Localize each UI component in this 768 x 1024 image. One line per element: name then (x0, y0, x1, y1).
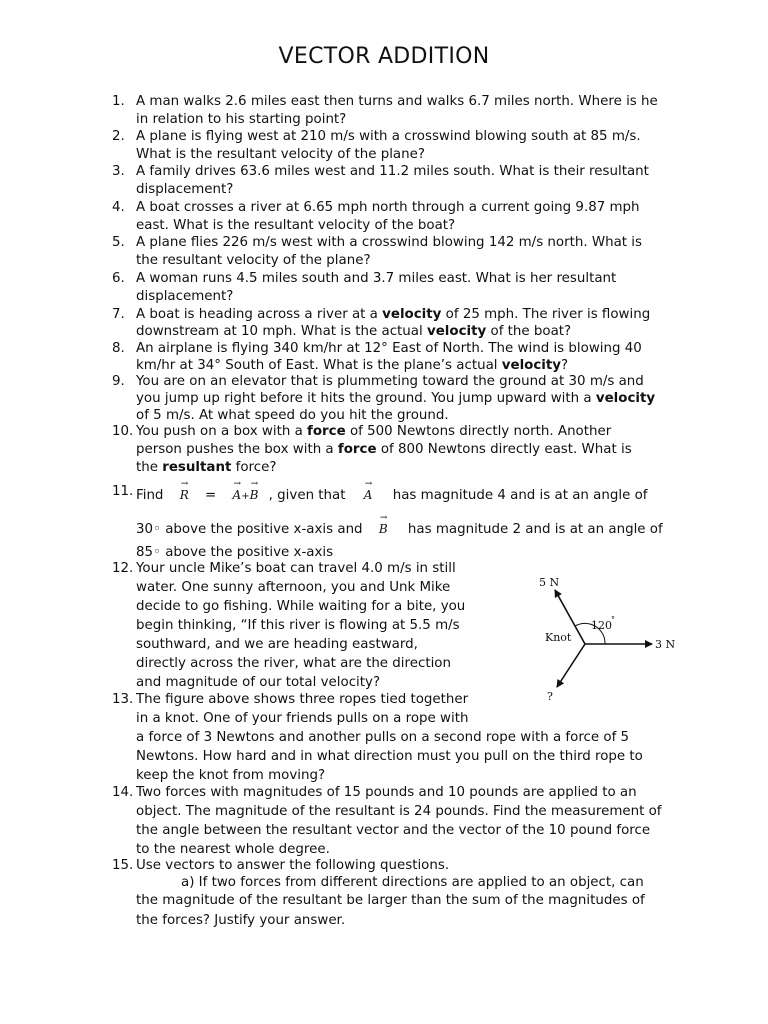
vector-b: → B (250, 483, 259, 505)
vector-b: → B (379, 517, 388, 539)
question-text: A man walks 2.6 miles east then turns and walks 6.7 miles north. Where is he (136, 94, 658, 109)
question-number: 13. (112, 692, 134, 707)
label-unknown: ? (547, 690, 553, 703)
question-text: 85◦ above the positive x-axis (136, 545, 334, 560)
emphasis-velocity: velocity (501, 358, 562, 373)
question-text: of 5 m/s. At what speed do you hit the ground. (136, 408, 449, 423)
label-angle: 120 (591, 619, 612, 632)
emphasis-velocity: velocity (382, 307, 442, 322)
force-unknown-arrow (557, 644, 585, 687)
question-text: decide to go fishing. While waiting for a bite, you (136, 599, 466, 614)
question-text: A woman runs 4.5 miles south and 3.7 miles east. What is her resultant (136, 271, 617, 286)
question-text: the resultant velocity of the plane? (136, 253, 371, 268)
question-text: A family drives 63.6 miles west and 11.2 miles south. What is their resultant (136, 164, 649, 179)
question-number: 10. (112, 424, 134, 439)
question-text: displacement? (136, 182, 234, 197)
question-text: You are on an elevator that is plummeting toward the ground at 30 m/s and (136, 374, 644, 389)
question-number: 7. (112, 307, 125, 322)
vector-r: → R (180, 483, 189, 505)
question-text: 30◦ above the positive x-axis and → B has magnitude 2 and is at an angle of (136, 517, 663, 539)
question-text: the resultant force? (136, 460, 277, 475)
question-text: the magnitude of the resultant be larger than the sum of the magnitudes of (136, 893, 645, 908)
knot-force-diagram (535, 572, 695, 712)
emphasis-resultant: resultant (162, 460, 232, 475)
question-text: What is the resultant velocity of the plane? (136, 147, 425, 162)
question-number: 11. (112, 484, 134, 499)
question-text: and magnitude of our total velocity? (136, 675, 381, 690)
question-text: keep the knot from moving? (136, 768, 326, 783)
question-number: 9. (112, 374, 125, 389)
question-number: 1. (112, 94, 125, 109)
question-text: A plane is flying west at 210 m/s with a crosswind blowing south at 85 m/s. (136, 129, 641, 144)
question-text: displacement? (136, 289, 234, 304)
label-5n: 5 N (539, 576, 560, 589)
question-text: Two forces with magnitudes of 15 pounds and 10 pounds are applied to an (136, 785, 637, 800)
question-text: southward, and we are heading eastward, (136, 637, 418, 652)
label-degree: ° (611, 615, 615, 624)
page-title: VECTOR ADDITION (278, 44, 490, 69)
question-text: the forces? Justify your answer. (136, 913, 346, 928)
question-text: water. One sunny afternoon, you and Unk Mike (136, 580, 451, 595)
question-text: km/hr at 34° South of East. What is the plane’s actual velocity? (136, 358, 569, 373)
question-text: downstream at 10 mph. What is the actual velocity of the boat? (136, 324, 572, 339)
question-text: in relation to his starting point? (136, 112, 347, 127)
emphasis-force: force (337, 442, 377, 457)
question-text: begin thinking, “If this river is flowing at 5.5 m/s (136, 618, 460, 633)
question-number: 3. (112, 164, 125, 179)
question-number: 15. (112, 858, 134, 873)
emphasis-velocity: velocity (595, 391, 656, 406)
question-text: object. The magnitude of the resultant is 24 pounds. Find the measurement of (136, 804, 662, 819)
question-text: A boat crosses a river at 6.65 mph north through a current going 9.87 mph (136, 200, 640, 215)
question-number: 5. (112, 235, 125, 250)
label-3n: 3 N (655, 638, 676, 651)
question-text: in a knot. One of your friends pulls on a rope with (136, 711, 469, 726)
question-text: A plane flies 226 m/s west with a crosswind blowing 142 m/s north. What is (136, 235, 642, 250)
question-text: Newtons. How hard and in what direction must you pull on the third rope to (136, 749, 643, 764)
question-text: Your uncle Mike’s boat can travel 4.0 m/s in still (136, 561, 456, 576)
question-number: 2. (112, 129, 125, 144)
question-text: You push on a box with a force of 500 Newtons directly north. Another (136, 424, 612, 439)
question-text: a force of 3 Newtons and another pulls on a second rope with a force of 5 (136, 730, 630, 745)
question-text: person pushes the box with a force of 800 Newtons directly east. What is (136, 442, 632, 457)
vector-a: → A (233, 483, 242, 505)
label-knot: Knot (545, 631, 572, 644)
question-number: 4. (112, 200, 125, 215)
question-text: Use vectors to answer the following questions. (136, 858, 450, 873)
question-number: 8. (112, 341, 125, 356)
question-text: Find → R = → A+→ B , given that → A has magnitude 4 and is at an angle of (136, 483, 648, 506)
question-text: you jump up right before it hits the ground. You jump upward with a velocity (136, 391, 656, 406)
question-text: The figure above shows three ropes tied together (136, 692, 469, 707)
emphasis-velocity: velocity (426, 324, 487, 339)
question-text: A boat is heading across a river at a velocity of 25 mph. The river is flowing (136, 307, 651, 322)
question-number: 6. (112, 271, 125, 286)
question-text: An airplane is flying 340 km/hr at 12° East of North. The wind is blowing 40 (136, 341, 642, 356)
question-text: the angle between the resultant vector and the vector of the 10 pound force (136, 823, 651, 838)
question-text: directly across the river, what are the direction (136, 656, 451, 671)
emphasis-force: force (307, 424, 346, 439)
question-number: 12. (112, 561, 134, 576)
question-text: east. What is the resultant velocity of the boat? (136, 218, 456, 233)
question-text: to the nearest whole degree. (136, 842, 330, 857)
question-text: a) If two forces from different directions are applied to an object, can (181, 875, 644, 890)
vector-a: → A (364, 483, 373, 505)
question-number: 14. (112, 785, 134, 800)
